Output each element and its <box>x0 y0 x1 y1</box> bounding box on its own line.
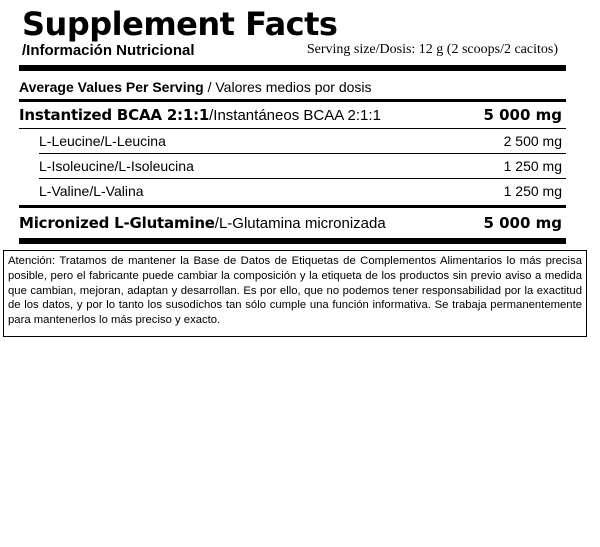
divider-section <box>19 205 566 208</box>
table-header-normal: / Valores medios por dosis <box>203 79 372 95</box>
nutrient-row-leucine <box>19 129 566 153</box>
divider-thick-top <box>19 65 566 71</box>
serving-size: Serving size/Dosis: 12 g (2 scoops/2 cacitos) <box>306 42 558 57</box>
nutrient-name-bold: Micronized L-Glutamine <box>19 214 215 232</box>
nutrient-row-bcaa <box>19 102 566 128</box>
panel-title: Supplement Facts <box>22 5 338 43</box>
nutrient-amount: 2 500 mg <box>503 133 562 149</box>
table-header-bold: Average Values Per Serving <box>19 79 204 95</box>
nutrient-amount: 5 000 mg <box>483 106 562 124</box>
nutrient-amount: 1 250 mg <box>503 183 562 199</box>
nutrient-amount: 5 000 mg <box>483 214 562 232</box>
nutrient-name-normal: /L-Glutamina micronizada <box>214 215 386 232</box>
table-header-row <box>19 76 566 98</box>
nutrient-name-bold: Instantized BCAA 2:1:1 <box>19 106 210 124</box>
nutrient-name-normal: /Instantáneos BCAA 2:1:1 <box>209 107 381 124</box>
nutrient-amount: 1 250 mg <box>503 158 562 174</box>
disclaimer-notice: Atención: Tratamos de mantener la Base de Datos de Etiquetas de Complementos Alimentarios lo más precisa posible, pero el fabricante puede cambiar la composición y la etiqueta de los productos sin previo aviso a medida que cambian, mejoran, adaptan y desarrollan. Es por ello, que no podemos tener responsabilidad por la exactitud de los datos, y por lo tanto los susodichos tan sólo cumple una función informativa. Se trabaja permanentemente para mantenerlos lo más preciso y exacto. <box>3 250 587 337</box>
nutrient-name: L-Isoleucine/L-Isoleucina <box>39 158 194 174</box>
supplement-facts-panel <box>19 0 566 244</box>
nutrient-name: L-Leucine/L-Leucina <box>39 133 166 149</box>
nutrient-name: L-Valine/L-Valina <box>39 183 144 199</box>
nutrient-row-isoleucine <box>19 154 566 178</box>
panel-subtitle: /Información Nutricional <box>22 42 195 59</box>
divider-thick-bottom <box>19 238 566 244</box>
nutrient-row-glutamine <box>19 210 566 236</box>
nutrient-row-valine <box>19 179 566 203</box>
